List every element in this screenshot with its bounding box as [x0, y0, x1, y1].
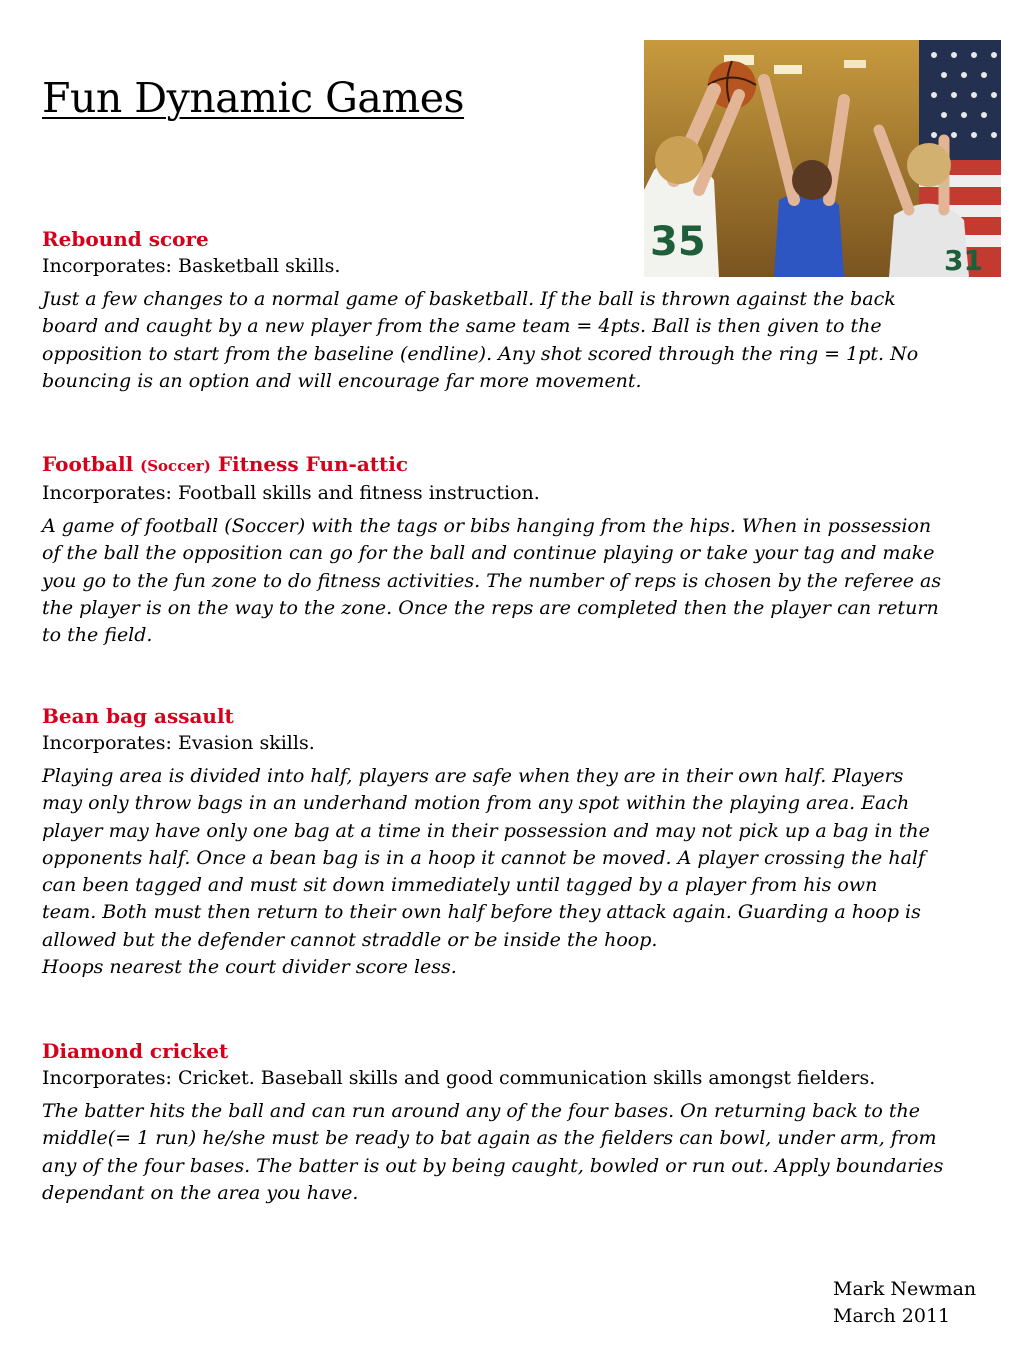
description-line: Playing area is divided into half, players are safe when they are in their own half. Players	[42, 765, 904, 787]
description-line: team. Both must then return to their own half before they attack again. Guarding a hoop is	[42, 901, 921, 924]
game-description	[42, 763, 992, 981]
game-incorporates: Incorporates: Basketball skills.	[42, 255, 341, 277]
heading-main: Football	[42, 452, 141, 476]
author-name: Mark Newman	[833, 1278, 977, 1300]
description-line: allowed but the defender cannot straddle or be inside the hoop.	[42, 928, 658, 951]
game-heading	[42, 451, 992, 480]
description-line: opponents half. Once a bean bag is in a hoop it cannot be moved. A player crossing the half	[42, 846, 925, 869]
game-heading: Bean bag assault	[42, 704, 234, 728]
game-description	[42, 286, 992, 395]
description-line: middle(= 1 run) he/she must be ready to bat again as the fielders can bowl, under arm, from	[42, 1127, 937, 1150]
game-heading: Rebound score	[42, 227, 209, 251]
description-line: any of the four bases. The batter is out by being caught, bowled or run out. Apply boundaries	[42, 1154, 944, 1177]
game-incorporates: Incorporates: Football skills and fitness instruction.	[42, 482, 540, 504]
description-line: player may have only one bag at a time in their possession and may not pick up a bag in the	[42, 819, 930, 842]
description-line: may only throw bags in an underhand motion from any spot within the playing area. Each	[42, 792, 910, 815]
game-rebound-score	[42, 226, 992, 395]
description-line: Just a few changes to a normal game of basketball. If the ball is thrown against the back	[42, 288, 896, 310]
game-description	[42, 513, 992, 649]
description-line: dependant on the area you have.	[42, 1181, 359, 1204]
description-line: board and caught by a new player from the same team = 4pts. Ball is then given to the	[42, 315, 882, 338]
description-line: bouncing is an option and will encourage far more movement.	[42, 369, 642, 392]
heading-rest: Fitness Fun-attic	[210, 452, 409, 476]
description-line: of the ball the opposition can go for the ball and continue playing or take your tag and make	[42, 542, 935, 565]
description-line: opposition to start from the baseline (endline). Any shot scored through the ring = 1pt. No	[42, 342, 919, 365]
description-line: can been tagged and must sit down immediately until tagged by a player from his own	[42, 874, 878, 897]
svg-text:35: 35	[650, 219, 706, 265]
description-line: The batter hits the ball and can run around any of the four bases. On returning back to the	[42, 1100, 920, 1122]
game-description	[42, 1098, 992, 1207]
svg-text:31: 31	[944, 244, 983, 277]
description-line: A game of football (Soccer) with the tags or bibs hanging from the hips. When in possession	[42, 515, 932, 537]
game-incorporates: Incorporates: Evasion skills.	[42, 732, 315, 754]
description-line: to the field.	[42, 624, 153, 647]
page-title: Fun Dynamic Games	[42, 74, 465, 122]
author-signature	[833, 1276, 976, 1330]
description-line: you go to the fun zone to do fitness activities. The number of reps is chosen by the referee as	[42, 569, 942, 592]
game-incorporates: Incorporates: Cricket. Baseball skills and good communication skills amongst fielders.	[42, 1067, 876, 1089]
game-bean-bag-assault	[42, 703, 992, 981]
game-diamond-cricket	[42, 1038, 992, 1207]
game-heading: Diamond cricket	[42, 1039, 229, 1063]
description-line: Hoops nearest the court divider score less.	[42, 956, 457, 979]
author-date: March 2011	[833, 1305, 951, 1327]
description-line: the player is on the way to the zone. Once the reps are completed then the player can return	[42, 596, 939, 619]
heading-small: (Soccer)	[140, 457, 211, 475]
game-football-fitness	[42, 451, 992, 649]
